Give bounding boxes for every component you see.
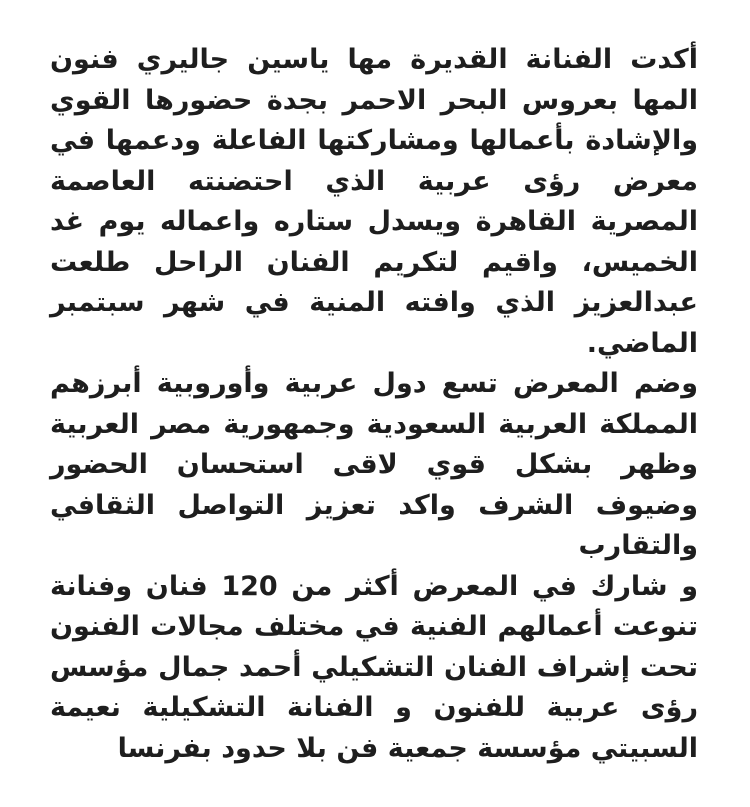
article-paragraph-3: و شارك في المعرض أكثر من 120 فنان وفنانة تنوعت أعمالهم الفنية في مختلف مجالات الفنون تحت إشراف الفنان التشكيلي أحمد جمال مؤسس رؤى عربية للفنون و الفنانة التشكيلية نعيمة السبيتي مؤسسة جمعية فن بلا حدود بفرنسا [50,570,698,764]
article-paragraph-2: وضم المعرض تسع دول عربية وأوروبية أبرزهم المملكة العربية السعودية وجمهورية مصر العربية وظهر بشكل قوي لاقى استحسان الحضور وضيوف الشرف واكد تعزيز التواصل الثقافي والتقارب [50,368,698,561]
article-paragraph-1: أكدت الفنانة القديرة مها ياسين جاليري فنون المها بعروس البحر الاحمر بجدة حضورها القوي والإشادة بأعمالها ومشاركتها الفاعلة ودعمها في معرض رؤى عربية الذي احتضنته العاصمة المصرية القاهرة ويسدل ستاره واعماله يوم غد الخميس، واقيم لتكريم الفنان الراحل طلعت عبدالعزيز الذي وافته المنية في شهر سبتمبر الماضي. [50,44,698,359]
article-body [50,40,698,769]
